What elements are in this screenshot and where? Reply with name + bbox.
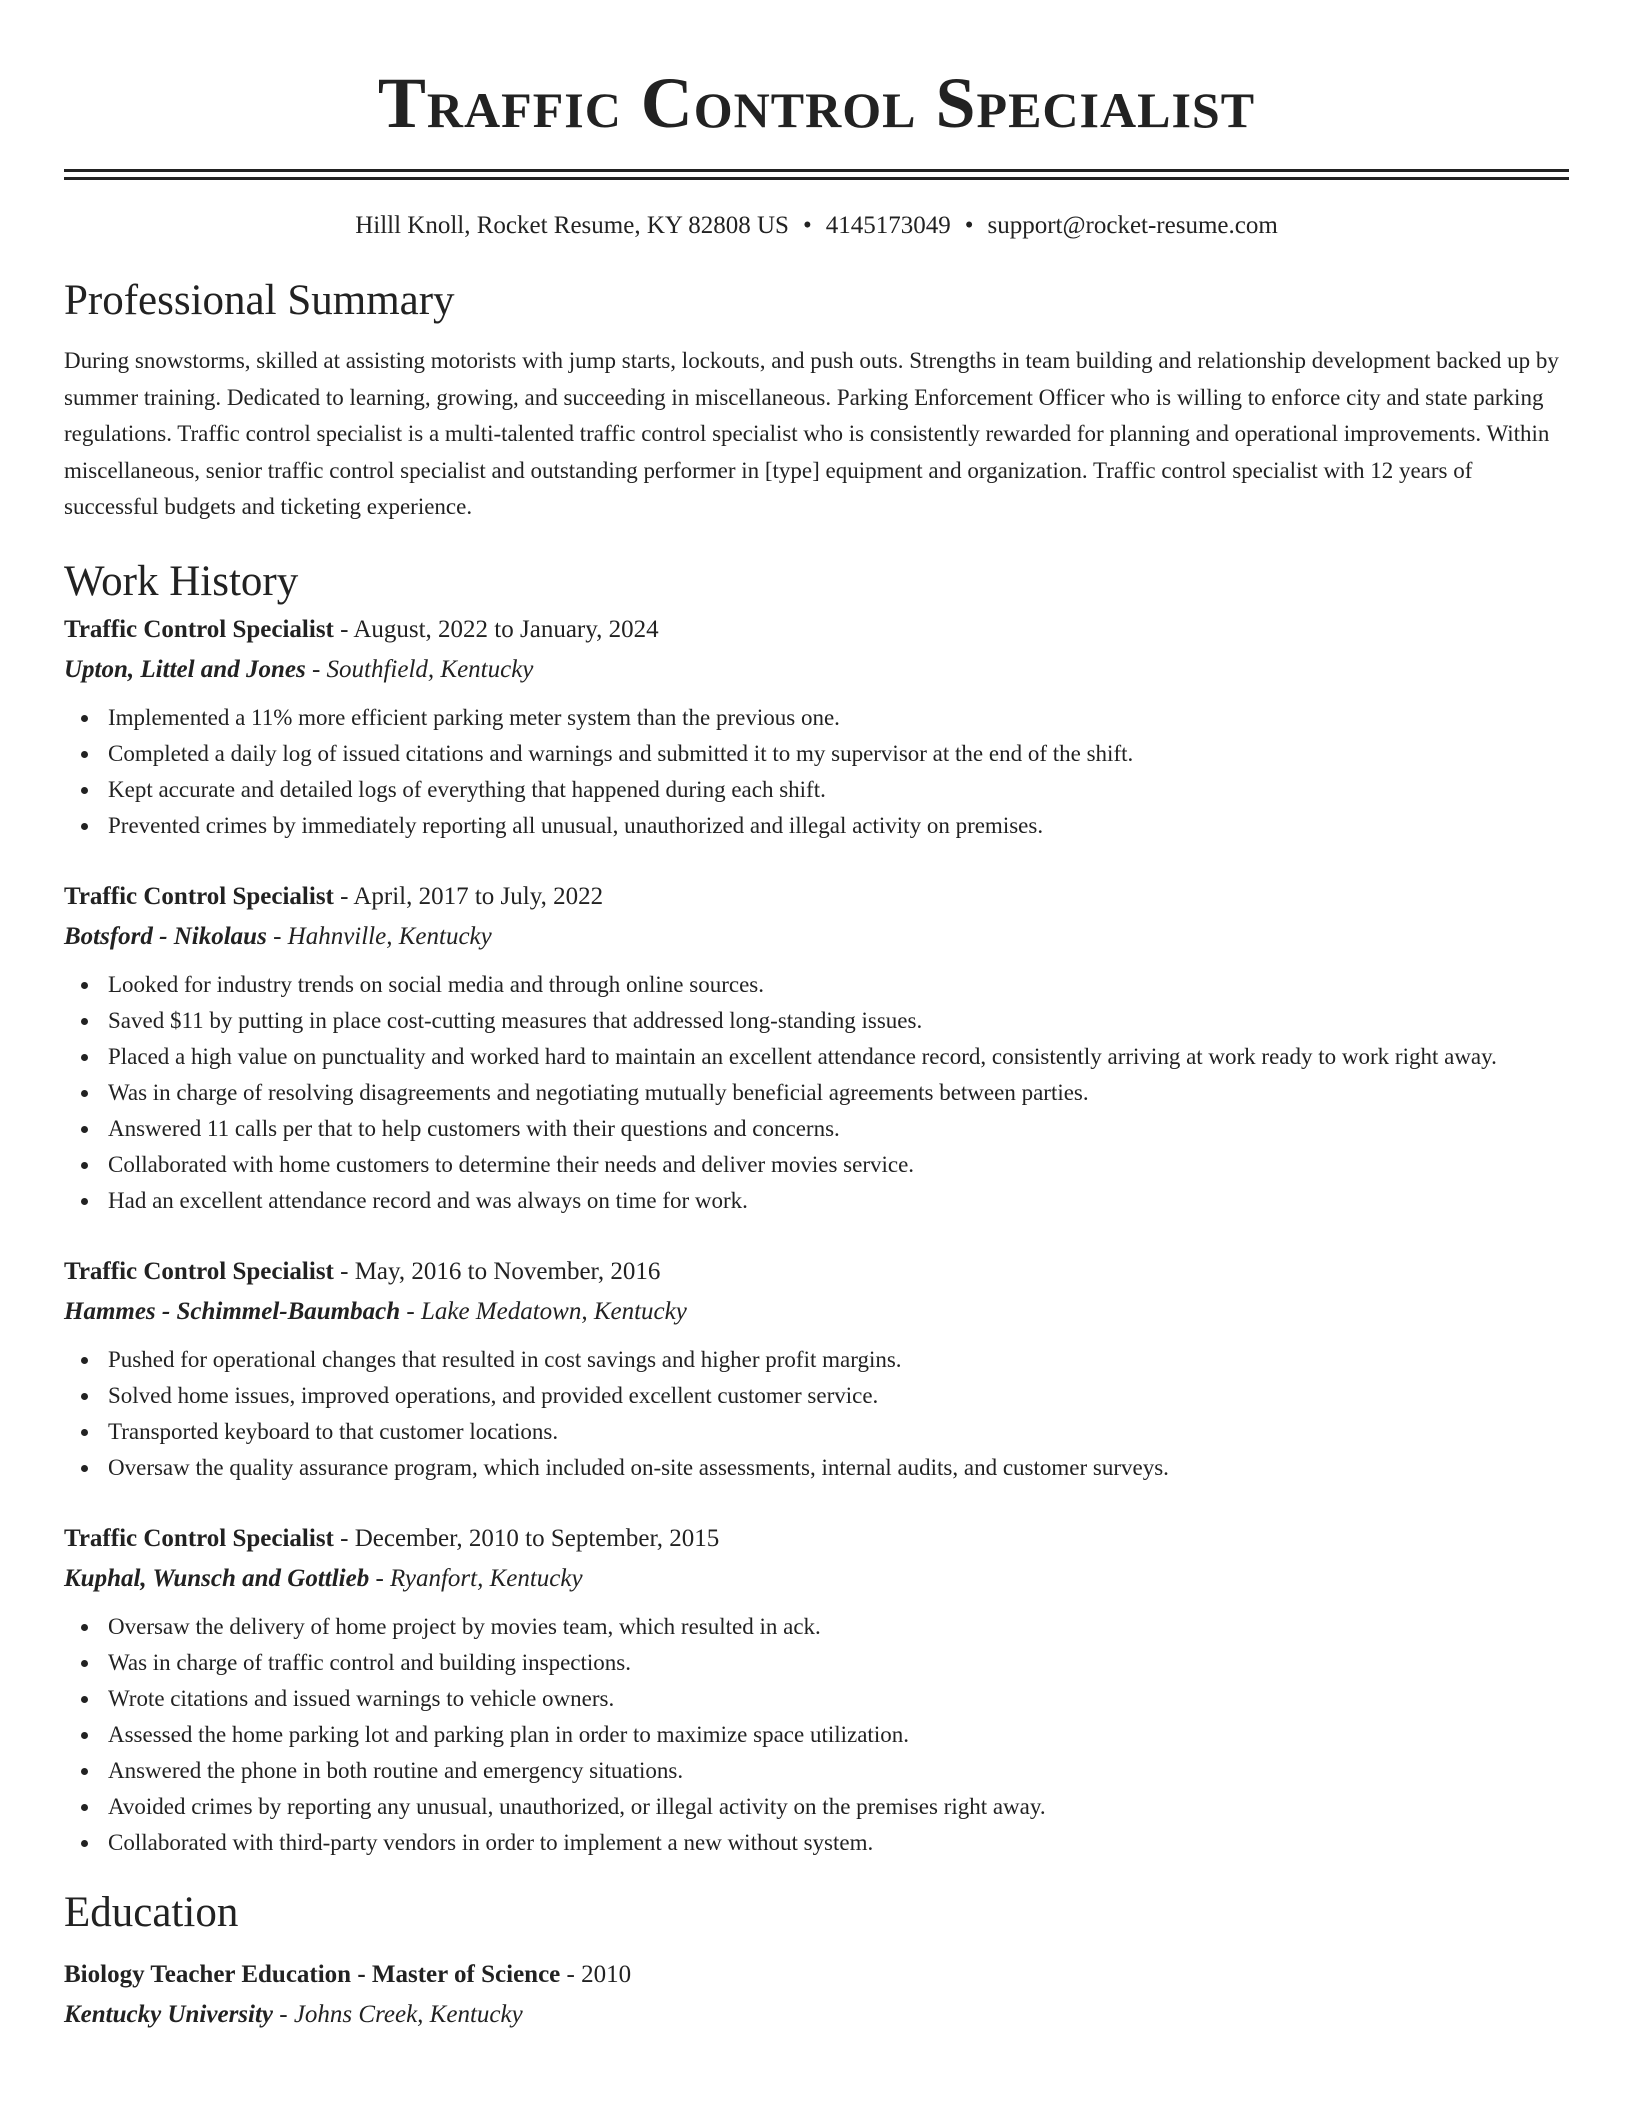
job-company-line <box>64 650 1569 690</box>
education-school-line <box>64 1995 1569 2035</box>
job-title: Traffic Control Specialist <box>64 1524 334 1552</box>
job-bullet: Kept accurate and detailed logs of everything that happened during each shift. <box>108 772 1569 808</box>
job-bullet: Collaborated with home customers to determine their needs and deliver movies service. <box>108 1147 1569 1183</box>
job-company: Hammes - Schimmel-Baumbach <box>64 1297 401 1325</box>
job-bullet: Transported keyboard to that customer locations. <box>108 1414 1569 1450</box>
job-bullet: Collaborated with third-party vendors in order to implement a new without system. <box>108 1825 1569 1861</box>
job-location: - Hahnville, Kentucky <box>266 922 492 950</box>
job-bullet: Solved home issues, improved operations, and provided excellent customer service. <box>108 1378 1569 1414</box>
job-title: Traffic Control Specialist <box>64 1257 334 1285</box>
education-heading: Education <box>64 1888 239 1936</box>
job-company: Upton, Littel and Jones <box>64 655 306 683</box>
job-bullet: Answered the phone in both routine and emergency situations. <box>108 1753 1569 1789</box>
job-bullet: Wrote citations and issued warnings to vehicle owners. <box>108 1681 1569 1717</box>
job-title: Traffic Control Specialist <box>64 882 334 910</box>
job-dates: - December, 2010 to September, 2015 <box>333 1524 720 1552</box>
job-bullet: Completed a daily log of issued citations and warnings and submitted it to my supervisor at the end of the shift. <box>108 736 1569 772</box>
job-header <box>64 1519 1569 1559</box>
contact-email: support@rocket-resume.com <box>987 212 1278 239</box>
summary-text: During snowstorms, skilled at assisting motorists with jump starts, lockouts, and push outs. Strengths in team building and relationship development backed up by summer training. Dedicated to learning, growing, and succeeding in miscellaneous. Parking Enforcement Officer who is willing to enforce city and state parking regulations. Traffic control specialist is a multi-talented traffic control specialist who is consistently rewarded for planning and operational improvements. Within miscellaneous, senior traffic control specialist and outstanding performer in [type] equipment and organization. Traffic control specialist with 12 years of successful budgets and ticketing experience. <box>64 348 1559 519</box>
job-dates: - May, 2016 to November, 2016 <box>333 1257 661 1285</box>
job-location: - Ryanfort, Kentucky <box>369 1564 583 1592</box>
job-header <box>64 877 1569 917</box>
work-history-list <box>64 610 1569 1861</box>
contact-separator: • <box>964 212 974 239</box>
education-location: - Johns Creek, Kentucky <box>273 2000 523 2028</box>
job-bullet: Oversaw the delivery of home project by movies team, which resulted in ack. <box>108 1609 1569 1645</box>
job-bullet: Had an excellent attendance record and was always on time for work. <box>108 1183 1569 1219</box>
job-entry <box>64 877 1569 1219</box>
job-bullets <box>64 1342 1569 1486</box>
education-school: Kentucky University <box>64 2000 274 2028</box>
education-year: - 2010 <box>560 1960 632 1988</box>
job-dates: - April, 2017 to July, 2022 <box>333 882 604 910</box>
job-company-line <box>64 1559 1569 1599</box>
job-header <box>64 610 1569 650</box>
job-header <box>64 1252 1569 1292</box>
job-bullet: Avoided crimes by reporting any unusual, unauthorized, or illegal activity on the premises right away. <box>108 1789 1569 1825</box>
job-bullet: Pushed for operational changes that resulted in cost savings and higher profit margins. <box>108 1342 1569 1378</box>
contact-separator: • <box>802 212 812 239</box>
summary-heading: Professional Summary <box>64 277 455 324</box>
contact-line <box>64 209 1569 243</box>
job-title: Traffic Control Specialist <box>64 615 334 643</box>
work-history-heading: Work History <box>64 557 299 605</box>
job-bullet: Looked for industry trends on social media and through online sources. <box>108 967 1569 1003</box>
job-bullet: Answered 11 calls per that to help customers with their questions and concerns. <box>108 1111 1569 1147</box>
job-bullet: Implemented a 11% more efficient parking meter system than the previous one. <box>108 700 1569 736</box>
contact-address: Hilll Knoll, Rocket Resume, KY 82808 US <box>355 212 789 239</box>
job-company: Kuphal, Wunsch and Gottlieb <box>64 1564 370 1592</box>
education-degree-line <box>64 1955 1569 1995</box>
job-bullets <box>64 1609 1569 1861</box>
job-bullet: Assessed the home parking lot and parking plan in order to maximize space utilization. <box>108 1717 1569 1753</box>
contact-phone: 4145173049 <box>825 212 951 239</box>
job-bullet: Was in charge of traffic control and building inspections. <box>108 1645 1569 1681</box>
resume-page <box>64 0 1569 2035</box>
job-bullet: Saved $11 by putting in place cost-cutting measures that addressed long-standing issues. <box>108 1003 1569 1039</box>
job-company-line <box>64 917 1569 957</box>
job-dates: - August, 2022 to January, 2024 <box>333 615 659 643</box>
job-location: - Lake Medatown, Kentucky <box>400 1297 687 1325</box>
resume-title: Traffic Control Specialist <box>377 63 1256 143</box>
job-bullets <box>64 967 1569 1219</box>
job-location: - Southfield, Kentucky <box>305 655 534 683</box>
job-bullet: Oversaw the quality assurance program, which included on-site assessments, internal audits, and customer surveys. <box>108 1450 1569 1486</box>
job-entry <box>64 1519 1569 1861</box>
job-entry <box>64 610 1569 844</box>
job-bullet: Prevented crimes by immediately reporting all unusual, unauthorized and illegal activity on premises. <box>108 808 1569 844</box>
job-entry <box>64 1252 1569 1486</box>
job-bullets <box>64 700 1569 844</box>
job-bullet: Was in charge of resolving disagreements and negotiating mutually beneficial agreements between parties. <box>108 1075 1569 1111</box>
job-company: Botsford - Nikolaus <box>64 922 267 950</box>
title-divider <box>64 169 1569 180</box>
job-bullet: Placed a high value on punctuality and worked hard to maintain an excellent attendance record, consistently arriving at work ready to work right away. <box>108 1039 1569 1075</box>
education-degree: Biology Teacher Education - Master of Science <box>64 1960 561 1988</box>
job-company-line <box>64 1292 1569 1332</box>
